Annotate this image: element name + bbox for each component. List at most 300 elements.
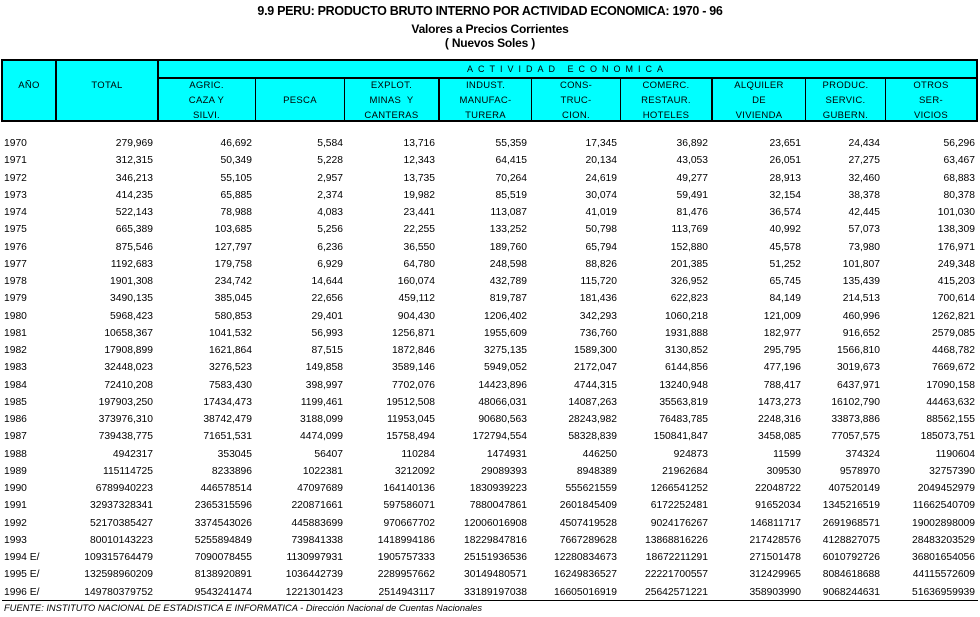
year-cell: 1980 [4, 310, 27, 322]
value-cell: 2248,316 [758, 414, 801, 425]
value-cell: 51636959939 [912, 586, 975, 598]
value-cell: 42,445 [848, 207, 880, 218]
value-cell: 1589,300 [574, 345, 617, 356]
value-cell: 249,348 [937, 258, 975, 270]
value-cell: 3275,135 [484, 345, 527, 356]
year-cell: 1976 [4, 241, 27, 253]
header-col-comercio: COMERC. RESTAUR. HOTELES [641, 80, 691, 121]
value-cell: 26,051 [769, 155, 801, 167]
value-cell: 28243,982 [568, 414, 617, 425]
value-cell: 7583,430 [209, 379, 252, 391]
value-cell: 58328,839 [568, 431, 617, 443]
value-cell: 2289957662 [377, 569, 435, 581]
value-cell: 49,277 [676, 172, 708, 184]
value-cell: 76483,785 [659, 414, 708, 425]
value-cell: 7669,672 [932, 362, 975, 374]
value-cell: 6789940223 [95, 483, 153, 494]
subtitle-line-1: Valores a Precios Corrientes [411, 22, 569, 36]
table-row [0, 411, 980, 428]
year-cell: 1975 [4, 224, 27, 236]
value-cell: 115,720 [580, 276, 617, 287]
value-cell: 17434,473 [203, 396, 252, 408]
value-cell: 5,228 [317, 155, 343, 167]
year-cell: 1987 [4, 431, 27, 443]
value-cell: 152,880 [670, 241, 708, 253]
year-cell: 1973 [4, 189, 27, 201]
year-cell: 1991 [4, 500, 27, 512]
table-row [0, 532, 980, 549]
value-cell: 5,584 [317, 138, 343, 149]
value-cell: 8948389 [576, 465, 617, 477]
value-cell: 33189197038 [464, 586, 527, 598]
value-cell: 22,656 [311, 293, 343, 305]
header-col-pesca: PESCA [283, 95, 317, 106]
year-cell: 1981 [4, 327, 27, 339]
value-cell: 904,430 [397, 310, 435, 322]
value-cell: 2172,047 [574, 362, 617, 374]
value-cell: 3019,673 [837, 362, 880, 374]
value-cell: 312,315 [115, 155, 153, 167]
value-cell: 32448,023 [104, 362, 153, 374]
value-cell: 8138920891 [194, 569, 252, 581]
value-cell: 597586071 [383, 500, 435, 512]
value-cell: 7090078455 [194, 552, 252, 563]
year-cell: 1979 [4, 293, 27, 305]
value-cell: 45,578 [769, 241, 801, 253]
year-cell: 1985 [4, 396, 27, 408]
header-activity-group: ACTIVIDAD ECONOMICA [466, 64, 668, 74]
year-cell: 1978 [4, 276, 27, 287]
value-cell: 342,293 [579, 310, 617, 322]
value-cell: 88,826 [585, 258, 617, 270]
value-cell: 127,797 [214, 241, 252, 253]
value-cell: 1345216519 [822, 500, 880, 512]
year-cell: 1994 E/ [4, 552, 40, 563]
table-row [0, 290, 980, 307]
header-col-produc-servic: PRODUC. SERVIC. GUBERN. [822, 80, 869, 121]
value-cell: 63,467 [943, 155, 975, 167]
value-cell: 33873,886 [831, 414, 880, 425]
value-cell: 56,296 [943, 138, 975, 149]
value-cell: 12,343 [403, 155, 435, 167]
source-note: FUENTE: INSTITUTO NACIONAL DE ESTADISTICA E INFORMATICA - Dirección Nacional de Cuentas Nacionales [4, 603, 483, 613]
year-cell: 1972 [4, 172, 27, 184]
value-cell: 3458,085 [758, 431, 801, 443]
value-cell: 9578970 [839, 465, 880, 477]
value-cell: 57,073 [848, 224, 880, 236]
value-cell: 1206,402 [484, 310, 527, 322]
value-cell: 24,434 [848, 138, 880, 149]
value-cell: 18229847816 [464, 534, 527, 546]
value-cell: 201,385 [670, 258, 708, 270]
value-cell: 3130,852 [665, 345, 708, 356]
value-cell: 555621559 [565, 483, 617, 494]
year-cell: 1989 [4, 465, 27, 477]
table-row [0, 394, 980, 411]
value-cell: 1473,273 [758, 396, 801, 408]
value-cell: 220871661 [291, 500, 343, 512]
table-row [0, 239, 980, 256]
value-cell: 10658,367 [104, 327, 153, 339]
year-cell: 1984 [4, 379, 27, 391]
value-cell: 59,491 [676, 189, 708, 201]
value-cell: 172794,554 [472, 431, 527, 443]
value-cell: 87,515 [311, 345, 343, 356]
value-cell: 7880047861 [469, 500, 527, 512]
value-cell: 385,045 [214, 293, 252, 305]
value-cell: 4,083 [317, 207, 343, 218]
value-cell: 19,982 [403, 189, 435, 201]
value-cell: 1872,846 [392, 345, 435, 356]
value-cell: 1036442739 [285, 569, 343, 581]
value-cell: 132598960209 [84, 569, 153, 581]
value-cell: 217428576 [749, 534, 801, 546]
value-cell: 446578514 [200, 483, 252, 494]
table-row [0, 204, 980, 221]
value-cell: 11662540709 [912, 500, 975, 512]
value-cell: 77057,575 [831, 431, 880, 443]
value-cell: 9543241474 [194, 586, 252, 598]
table-row [0, 342, 980, 359]
value-cell: 415,203 [937, 276, 975, 287]
value-cell: 146811717 [750, 517, 801, 529]
table-row [0, 256, 980, 273]
value-cell: 970667702 [383, 517, 435, 529]
value-cell: 1418994186 [377, 534, 435, 546]
value-cell: 32,460 [848, 172, 880, 184]
value-cell: 739841338 [291, 534, 343, 546]
value-cell: 11953,045 [387, 414, 435, 425]
year-cell: 1988 [4, 448, 27, 460]
value-cell: 309530 [766, 465, 801, 477]
value-cell: 101,030 [937, 207, 975, 218]
value-cell: 182,977 [763, 327, 801, 339]
value-cell: 295,795 [763, 345, 801, 356]
value-cell: 788,417 [763, 379, 801, 391]
value-cell: 14423,896 [478, 379, 527, 391]
year-cell: 1995 E/ [4, 569, 40, 581]
value-cell: 23,651 [769, 138, 801, 149]
value-cell: 103,685 [214, 224, 252, 236]
value-cell: 113,087 [490, 207, 527, 218]
value-cell: 55,105 [220, 172, 252, 184]
value-cell: 24,619 [585, 172, 617, 184]
value-cell: 197903,250 [98, 396, 153, 408]
header-total: TOTAL [91, 80, 123, 91]
value-cell: 16249836527 [554, 569, 617, 581]
value-cell: 6010792726 [822, 552, 880, 563]
year-cell: 1970 [4, 138, 27, 149]
value-cell: 32,154 [769, 189, 801, 201]
value-cell: 6437,971 [837, 379, 880, 391]
value-cell: 30,074 [585, 189, 617, 201]
value-cell: 432,789 [489, 276, 527, 287]
value-cell: 65,794 [585, 241, 617, 253]
value-cell: 1041,532 [209, 327, 252, 339]
value-cell: 736,760 [579, 327, 617, 339]
value-cell: 373976,310 [98, 414, 153, 425]
table-row [0, 480, 980, 497]
value-cell: 90680,563 [478, 414, 527, 425]
value-cell: 279,969 [115, 138, 153, 149]
value-cell: 21962684 [662, 465, 708, 477]
table-title: 9.9 PERU: PRODUCTO BRUTO INTERNO POR ACTIVIDAD ECONOMICA: 1970 - 96 [257, 4, 723, 18]
value-cell: 51,252 [769, 258, 801, 270]
value-cell: 5255894849 [194, 534, 252, 546]
table-row [0, 152, 980, 169]
table-row [0, 308, 980, 325]
value-cell: 2579,085 [932, 327, 975, 339]
value-cell: 65,885 [220, 189, 252, 201]
value-cell: 460,996 [842, 310, 880, 322]
value-cell: 8233896 [211, 465, 252, 477]
value-cell: 1262,821 [932, 310, 975, 322]
value-cell: 2365315596 [194, 500, 252, 512]
value-cell: 2,957 [317, 172, 343, 184]
header-col-agric: AGRIC. CAZA Y SILVI. [188, 80, 225, 121]
table-subtitle [0, 22, 980, 50]
value-cell: 19512,508 [386, 396, 435, 408]
value-cell: 3589,146 [392, 362, 435, 374]
year-cell: 1977 [4, 258, 27, 270]
value-cell: 133,252 [489, 224, 527, 236]
value-cell: 2691968571 [822, 517, 880, 529]
value-cell: 1905757333 [377, 552, 435, 563]
value-cell: 64,780 [403, 258, 435, 270]
value-cell: 115114725 [102, 465, 153, 477]
value-cell: 4744,315 [574, 379, 617, 391]
value-cell: 28483203529 [912, 534, 975, 546]
value-cell: 11599 [773, 448, 801, 460]
value-cell: 36,574 [769, 207, 801, 218]
header-col-explot: EXPLOT. MINAS Y CANTERAS [364, 80, 419, 121]
value-cell: 445883699 [291, 517, 343, 529]
value-cell: 2,374 [317, 189, 343, 201]
value-cell: 1830939223 [469, 483, 527, 494]
value-cell: 16102,790 [831, 396, 880, 408]
table-row [0, 359, 980, 376]
value-cell: 149,858 [305, 362, 343, 374]
value-cell: 916,652 [842, 327, 880, 339]
value-cell: 189,760 [489, 241, 527, 253]
value-cell: 1955,609 [484, 327, 527, 339]
value-cell: 6,236 [317, 241, 343, 253]
value-cell: 13868816226 [645, 534, 708, 546]
table-row [0, 446, 980, 463]
value-cell: 179,758 [214, 258, 252, 270]
value-cell: 17,345 [585, 138, 617, 149]
value-cell: 110284 [401, 448, 435, 460]
value-cell: 48066,031 [478, 396, 527, 408]
value-cell: 665,389 [115, 224, 153, 236]
value-cell: 12006016908 [464, 517, 527, 529]
table-row [0, 135, 980, 152]
value-cell: 50,798 [585, 224, 617, 236]
value-cell: 27,275 [848, 155, 880, 167]
value-cell: 6172252481 [650, 500, 708, 512]
value-cell: 3276,523 [209, 362, 252, 374]
value-cell: 2514943117 [378, 586, 435, 598]
value-cell: 80010143223 [90, 534, 153, 546]
value-cell: 9024176267 [650, 517, 708, 529]
table-row [0, 325, 980, 342]
value-cell: 65,745 [769, 276, 801, 287]
value-cell: 819,787 [489, 293, 527, 305]
year-cell: 1993 [4, 534, 27, 546]
table-row [0, 497, 980, 514]
value-cell: 1901,308 [110, 276, 153, 287]
value-cell: 4942317 [112, 448, 153, 460]
value-cell: 73,980 [848, 241, 880, 253]
value-cell: 1474931 [486, 448, 527, 460]
value-cell: 44463,632 [926, 396, 975, 408]
value-cell: 85,519 [495, 189, 527, 201]
table-row [0, 463, 980, 480]
value-cell: 38,378 [848, 189, 880, 201]
value-cell: 28,913 [769, 172, 801, 184]
value-cell: 3212092 [394, 465, 435, 477]
value-cell: 46,692 [220, 138, 252, 149]
value-cell: 2601845409 [559, 500, 617, 512]
header-col-otros: OTROS SER- VICIOS [913, 80, 949, 121]
table-body [0, 135, 980, 601]
value-cell: 160,074 [397, 276, 435, 287]
value-cell: 446250 [582, 448, 617, 460]
value-cell: 72410,208 [104, 379, 153, 391]
value-cell: 622,823 [670, 293, 708, 305]
table-row [0, 584, 980, 601]
year-cell: 1992 [4, 517, 27, 529]
year-cell: 1983 [4, 362, 27, 374]
value-cell: 36801654056 [912, 552, 975, 563]
year-cell: 1971 [4, 155, 27, 167]
value-cell: 70,264 [495, 172, 527, 184]
header-col-construccion: CONS- TRUC- CION. [559, 80, 593, 121]
value-cell: 326,952 [670, 276, 708, 287]
value-cell: 149780379752 [84, 586, 153, 598]
value-cell: 78,988 [220, 207, 252, 218]
value-cell: 4128827075 [822, 534, 880, 546]
value-cell: 414,235 [115, 189, 153, 201]
value-cell: 164140136 [383, 483, 435, 494]
value-cell: 3374543026 [194, 517, 252, 529]
value-cell: 407520149 [828, 483, 880, 494]
value-cell: 477,196 [763, 362, 801, 374]
value-cell: 522,143 [115, 207, 153, 218]
value-cell: 17908,899 [104, 345, 153, 356]
value-cell: 121,009 [763, 310, 801, 322]
year-cell: 1986 [4, 414, 27, 425]
table-row [0, 187, 980, 204]
value-cell: 214,513 [842, 293, 880, 305]
value-cell: 88562,155 [926, 414, 975, 425]
value-cell: 1931,888 [665, 327, 708, 339]
value-cell: 29,401 [311, 310, 343, 322]
value-cell: 52170385427 [90, 517, 153, 529]
value-cell: 13,716 [403, 138, 435, 149]
bottom-rule [2, 600, 978, 601]
value-cell: 16605016919 [554, 586, 617, 598]
value-cell: 374324 [845, 448, 880, 460]
value-cell: 358903990 [749, 586, 801, 598]
table-row [0, 377, 980, 394]
value-cell: 41,019 [585, 207, 617, 218]
subtitle-line-2: ( Nuevos Soles ) [444, 36, 536, 50]
value-cell: 30149480571 [464, 569, 527, 581]
value-cell: 47097689 [297, 483, 343, 494]
value-cell: 4474,099 [300, 431, 343, 443]
value-cell: 5,256 [317, 224, 343, 236]
value-cell: 23,441 [403, 207, 435, 218]
table-row [0, 515, 980, 532]
value-cell: 3188,099 [300, 414, 343, 425]
value-cell: 109315764479 [84, 552, 153, 563]
value-cell: 6144,856 [665, 362, 708, 374]
value-cell: 36,550 [403, 241, 435, 253]
value-cell: 150841,847 [653, 431, 708, 443]
value-cell: 14087,263 [568, 396, 617, 408]
year-cell: 1990 [4, 483, 27, 494]
value-cell: 1566,810 [837, 345, 880, 356]
value-cell: 1199,461 [300, 396, 343, 408]
value-cell: 4507419528 [559, 517, 617, 529]
value-cell: 1221301423 [285, 586, 343, 598]
value-cell: 17090,158 [926, 379, 975, 391]
value-cell: 459,112 [398, 293, 435, 305]
value-cell: 1192,683 [110, 258, 153, 270]
value-cell: 68,883 [943, 172, 975, 184]
value-cell: 176,971 [937, 241, 975, 253]
value-cell: 12280834673 [554, 552, 617, 563]
value-cell: 353045 [217, 448, 252, 460]
value-cell: 1022381 [302, 465, 343, 477]
value-cell: 3490,135 [110, 293, 153, 305]
value-cell: 15758,494 [386, 431, 435, 443]
value-cell: 71651,531 [203, 431, 252, 443]
header-col-indust: INDUST. MANUFAC- TURERA [459, 80, 512, 121]
value-cell: 580,853 [214, 310, 252, 322]
value-cell: 19002898009 [912, 517, 975, 529]
value-cell: 22048722 [755, 483, 801, 494]
value-cell: 29089393 [481, 465, 527, 477]
value-cell: 248,598 [489, 258, 527, 270]
value-cell: 25642571221 [645, 586, 708, 598]
value-cell: 1621,864 [209, 345, 252, 356]
value-cell: 84,149 [769, 293, 801, 305]
value-cell: 13,735 [403, 172, 435, 184]
value-cell: 13240,948 [659, 379, 708, 391]
value-cell: 32757390 [929, 465, 975, 477]
value-cell: 80,378 [943, 189, 975, 201]
value-cell: 271501478 [749, 552, 801, 563]
value-cell: 5949,052 [484, 362, 527, 374]
table-row [0, 221, 980, 238]
table-row [0, 566, 980, 583]
header-year: AÑO [18, 80, 40, 91]
value-cell: 44115572609 [912, 569, 975, 581]
value-cell: 138,309 [937, 224, 975, 236]
value-cell: 875,546 [115, 241, 153, 253]
value-cell: 700,614 [937, 293, 975, 305]
value-cell: 81,476 [676, 207, 708, 218]
value-cell: 1256,871 [392, 327, 435, 339]
value-cell: 8084618688 [822, 569, 880, 581]
value-cell: 35563,819 [659, 396, 708, 408]
table-row [0, 170, 980, 187]
value-cell: 6,929 [317, 258, 343, 270]
value-cell: 4468,782 [932, 345, 975, 356]
value-cell: 398,997 [305, 379, 343, 391]
